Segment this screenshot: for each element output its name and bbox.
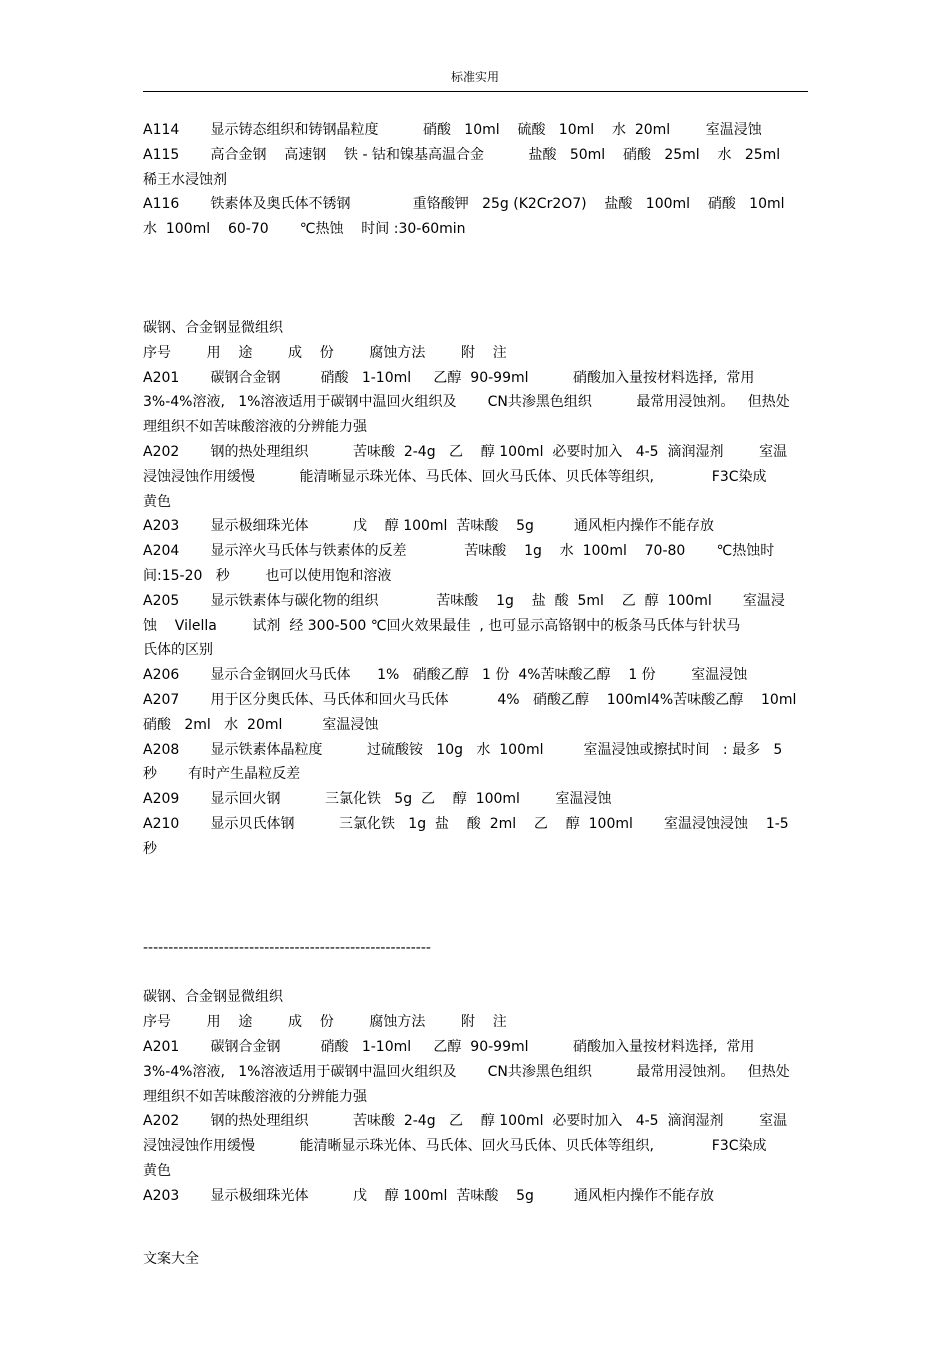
text-line: 秒: [143, 840, 157, 857]
text-line: 碳钢、合金钢显微组织: [143, 319, 283, 336]
text-line: 稀王水浸蚀剂: [143, 171, 227, 188]
text-line: A205 显示铁素体与碳化物的组织 苦味酸 1g 盐 酸 5ml 乙 醇 100ml 室温浸: [143, 592, 785, 609]
text-line: 水 100ml 60-70 ℃热蚀 时间 :30-60min: [143, 221, 466, 238]
document-body: [143, 118, 813, 1208]
page-header: 标准实用: [450, 70, 499, 84]
text-line: A210 显示贝氏体钢 三氯化铁 1g 盐 酸 2ml 乙 醇 100ml 室温浸蚀浸蚀 1-5: [143, 815, 789, 832]
section-carbon-steel-1: [143, 316, 813, 862]
text-line: 间:15-20 秒 也可以使用饱和溶液: [143, 567, 392, 584]
text-line: A202 钢的热处理组织 苦味酸 2-4g 乙 醇 100ml 必要时加入 4-5 滴润湿剂 室温: [143, 1113, 788, 1130]
text-line: 氏体的区别: [143, 642, 213, 659]
text-line: 3%-4%溶液, 1%溶液适用于碳钢中温回火组织及 CN共渗黑色组织 最常用浸蚀剂。 但热处: [143, 1063, 790, 1080]
dash-divider: ---------------------------------------------------------: [143, 939, 431, 956]
text-line: A201 碳钢合金钢 硝酸 1-10ml 乙醇 90-99ml 硝酸加入量按材料选择, 常用: [143, 1038, 755, 1055]
text-line: 理组织不如苦味酸溶液的分辨能力强: [143, 1088, 367, 1105]
text-line: A207 用于区分奥氏体、马氏体和回火马氏体 4% 硝酸乙醇 100ml4%苦味酸乙醇 10ml: [143, 691, 797, 708]
text-line: 3%-4%溶液, 1%溶液适用于碳钢中温回火组织及 CN共渗黑色组织 最常用浸蚀剂。 但热处: [143, 394, 790, 411]
spacer: [143, 242, 813, 316]
text-line: A209 显示回火钢 三氯化铁 5g 乙 醇 100ml 室温浸蚀: [143, 791, 612, 808]
text-line: A201 碳钢合金钢 硝酸 1-10ml 乙醇 90-99ml 硝酸加入量按材料选择, 常用: [143, 369, 755, 386]
spacer: [143, 862, 813, 936]
text-line: 碳钢、合金钢显微组织: [143, 989, 283, 1006]
section-a1: [143, 118, 813, 242]
text-line: 浸蚀浸蚀作用缓慢 能清晰显示珠光体、马氏体、回火马氏体、贝氏体等组织, F3C染成: [143, 1138, 767, 1155]
text-line: 黄色: [143, 493, 171, 510]
header-rule: [143, 91, 808, 92]
text-line: A114 显示铸态组织和铸钢晶粒度 硝酸 10ml 硫酸 10ml 水 20ml 室温浸蚀: [143, 122, 762, 138]
text-line: A206 显示合金钢回火马氏体 1% 硝酸乙醇 1 份 4%苦味酸乙醇 1 份 室温浸蚀: [143, 667, 748, 684]
text-line: A116 铁素体及奥氏体不锈钢 重铬酸钾 25g (K2Cr2O7) 盐酸 100ml 硝酸 10ml: [143, 196, 785, 213]
text-line: 黄色: [143, 1162, 171, 1179]
text-line: 序号 用 途 成 份 腐蚀方法 附 注: [143, 344, 507, 361]
text-line: A203 显示极细珠光体 戊 醇 100ml 苦味酸 5g 通风柜内操作不能存放: [143, 1187, 714, 1204]
text-line: A208 显示铁素体晶粒度 过硫酸铵 10g 水 100ml 室温浸蚀或擦拭时间 : 最多 5: [143, 741, 783, 758]
section-carbon-steel-2: [143, 985, 813, 1208]
page-footer: 文案大全: [143, 1251, 199, 1267]
text-line: 序号 用 途 成 份 腐蚀方法 附 注: [143, 1014, 507, 1031]
text-line: 硝酸 2ml 水 20ml 室温浸蚀: [143, 716, 379, 733]
text-line: 浸蚀浸蚀作用缓慢 能清晰显示珠光体、马氏体、回火马氏体、贝氏体等组织, F3C染成: [143, 468, 767, 485]
text-line: A202 钢的热处理组织 苦味酸 2-4g 乙 醇 100ml 必要时加入 4-5 滴润湿剂 室温: [143, 443, 788, 460]
text-line: 蚀 Vilella 试剂 经 300-500 ℃回火效果最佳 , 也可显示高铬钢中的板条马氏体与针状马: [143, 617, 741, 634]
text-line: 理组织不如苦味酸溶液的分辨能力强: [143, 419, 367, 436]
text-line: A115 高合金钢 高速钢 铁 - 钴和镍基高温合金 盐酸 50ml 硝酸 25ml 水 25ml: [143, 146, 781, 163]
text-line: A203 显示极细珠光体 戊 醇 100ml 苦味酸 5g 通风柜内操作不能存放: [143, 518, 714, 535]
text-line: A204 显示淬火马氏体与铁素体的反差 苦味酸 1g 水 100ml 70-80 ℃热蚀时: [143, 543, 775, 560]
spacer: [143, 960, 813, 985]
text-line: 秒 有时产生晶粒反差: [143, 766, 301, 783]
